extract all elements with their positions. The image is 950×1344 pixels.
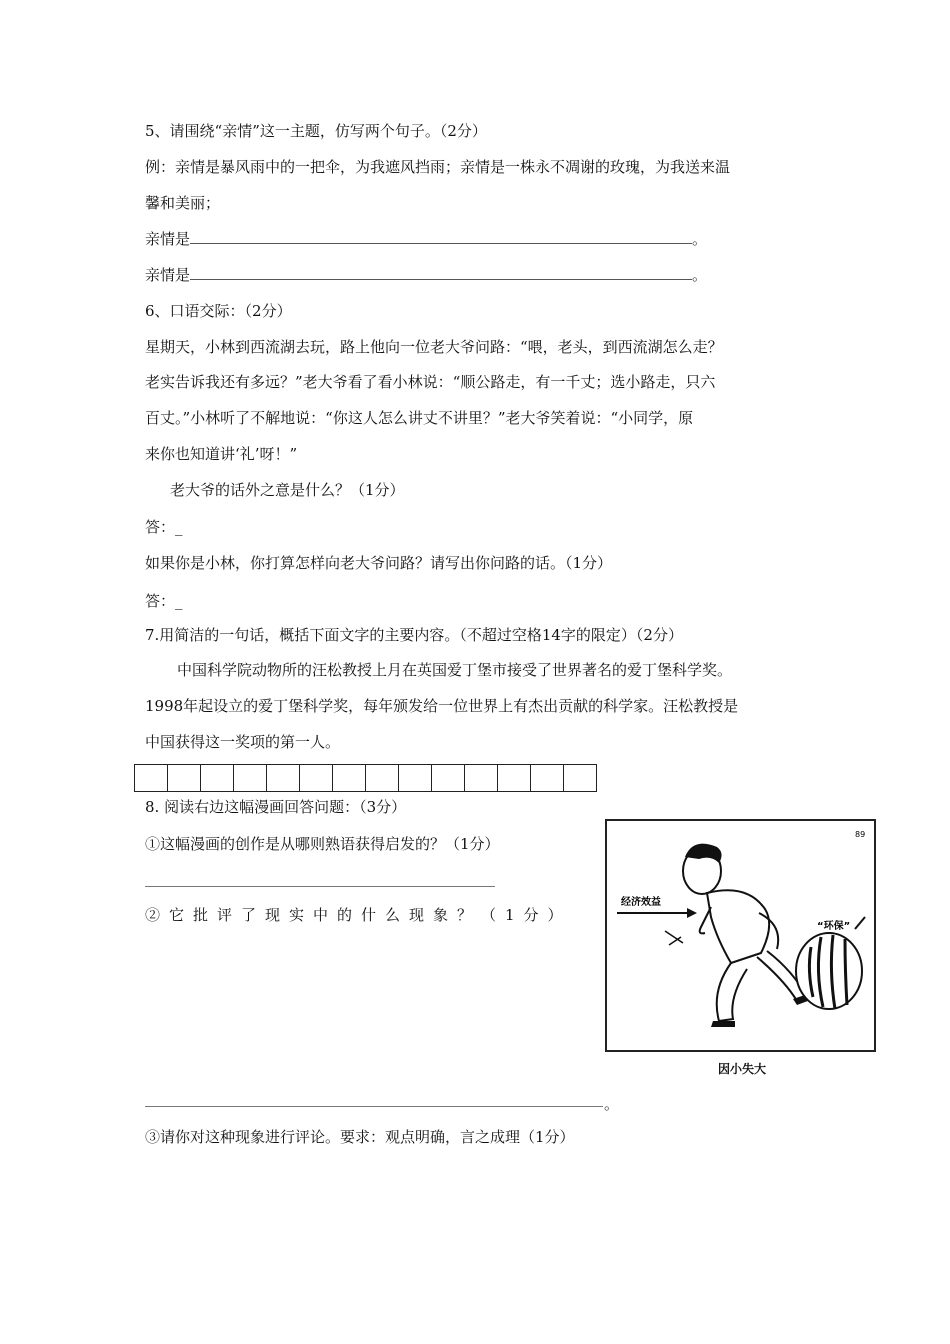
q6-story-line2: 老实告诉我还有多远？”老大爷看了看小林说：“顺公路走，有一千丈；选小路走，只六 [145, 373, 716, 391]
cartoon-drawing [607, 821, 874, 1050]
q6-story-line1: 星期天，小林到西流湖去玩，路上他向一位老大爷问路：“喂，老头，到西流湖怎么走？ [145, 338, 723, 356]
q5-end2: 。 [692, 266, 708, 284]
cartoon-corner-mark: 89 [855, 830, 866, 839]
q8-sub-question3: ③请你对这种现象进行评论。要求：观点明确，言之成理（1分） [145, 1128, 575, 1146]
answer-box[interactable] [333, 764, 366, 792]
q5-end1: 。 [692, 230, 708, 248]
answer-box[interactable] [135, 764, 168, 792]
cartoon-label-right: “环保” [817, 921, 851, 932]
q6-answer1[interactable]: 答：_ [145, 518, 183, 536]
q6-story-line4: 来你也知道讲‘礼’呀！” [145, 445, 298, 463]
q6-story-line3: 百丈。”小林听了不解地说：“你这人怎么讲丈不讲里？”老大爷笑着说：“小同学，原 [145, 409, 694, 427]
q6-sub-question2: 如果你是小林，你打算怎样向老大爷问路？请写出你问路的话。（1分） [145, 554, 613, 572]
q6-title: 6、口语交际：（2分） [145, 302, 292, 320]
q8-sub-question1: ①这幅漫画的创作是从哪则熟语获得启发的？（1分） [145, 835, 500, 853]
q5-blank2[interactable] [190, 265, 692, 280]
answer-box[interactable] [168, 764, 201, 792]
answer-box[interactable] [564, 764, 597, 792]
answer-box[interactable] [300, 764, 333, 792]
answer-box[interactable] [201, 764, 234, 792]
cartoon-caption: 因小失大 [718, 1062, 767, 1076]
q7-title: 7.用简洁的一句话，概括下面文字的主要内容。（不超过空格14字的限定）（2分） [145, 626, 683, 644]
q7-text-line3: 中国获得这一奖项的第一人。 [145, 733, 341, 751]
q8-answer-line1[interactable] [145, 886, 495, 887]
q7-answer-grid [134, 764, 597, 792]
q6-sub-question1: 老大爷的话外之意是什么？（1分） [170, 481, 405, 499]
q8-end-mark: 。 [604, 1095, 620, 1113]
q5-answer-line2 [145, 265, 707, 285]
q6-answer2[interactable]: 答：_ [145, 592, 183, 610]
answer-box[interactable] [267, 764, 300, 792]
q5-blank1[interactable] [190, 229, 692, 244]
q5-prompt2: 亲情是 [145, 266, 191, 284]
q5-answer-line1 [145, 229, 707, 249]
answer-box[interactable] [531, 764, 564, 792]
answer-box[interactable] [366, 764, 399, 792]
answer-box[interactable] [465, 764, 498, 792]
q7-text-line1: 中国科学院动物所的汪松教授上月在英国爱丁堡市接受了世界著名的爱丁堡科学奖。 [177, 661, 733, 679]
answer-box[interactable] [498, 764, 531, 792]
q8-answer-line2[interactable] [145, 1106, 603, 1107]
q5-example-line2: 馨和美丽； [145, 194, 221, 212]
q8-sub-question2: ②它批评了现实中的什么现象？（1分） [145, 906, 572, 924]
q5-example-line1: 例：亲情是暴风雨中的一把伞，为我遮风挡雨；亲情是一株永不凋谢的玫瑰，为我送来温 [145, 158, 731, 176]
cartoon-label-left: 经济效益 [621, 897, 661, 908]
answer-box[interactable] [432, 764, 465, 792]
q8-title: 8. 阅读右边这幅漫画回答问题：（3分） [145, 798, 407, 816]
answer-box[interactable] [399, 764, 432, 792]
q7-text-line2: 1998年起设立的爱丁堡科学奖，每年颁发给一位世界上有杰出贡献的科学家。汪松教授是 [145, 697, 739, 715]
q5-title: 5、请围绕“亲情”这一主题，仿写两个句子。（2分） [145, 122, 487, 140]
answer-box[interactable] [234, 764, 267, 792]
cartoon-illustration [605, 819, 876, 1052]
q5-prompt1: 亲情是 [145, 230, 191, 248]
